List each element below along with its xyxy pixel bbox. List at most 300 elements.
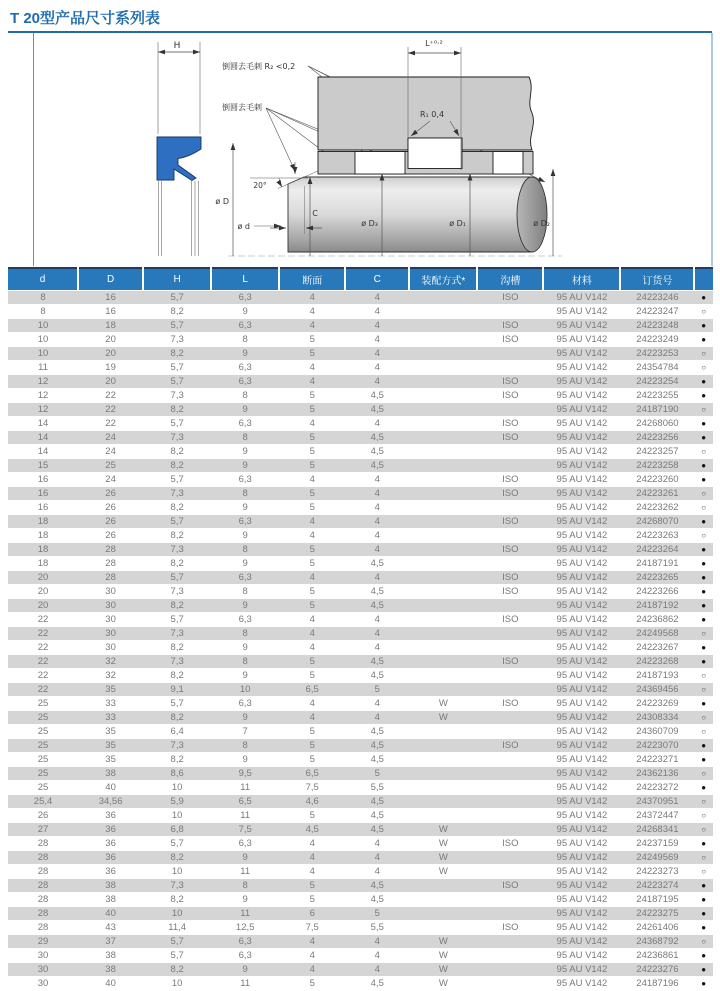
availability-dot: ● <box>694 599 713 613</box>
table-cell: 4 <box>345 347 409 361</box>
table-cell: 24368792 <box>620 935 694 949</box>
table-cell: 9 <box>211 403 279 417</box>
availability-dot: ● <box>694 893 713 907</box>
table-cell: 4 <box>279 515 345 529</box>
table-cell: 95 AU V142 <box>543 907 620 921</box>
table-row <box>8 669 713 683</box>
table-cell <box>409 753 477 767</box>
table-cell <box>477 403 543 417</box>
table-cell: 22 <box>8 683 78 697</box>
size-table <box>8 267 713 991</box>
table-cell: 4,5 <box>345 977 409 991</box>
table-cell: 5 <box>279 459 345 473</box>
table-cell: 38 <box>78 949 143 963</box>
availability-dot: ● <box>694 697 713 711</box>
table-cell: 9 <box>211 963 279 977</box>
table-cell: 20 <box>8 571 78 585</box>
availability-dot: ● <box>694 963 713 977</box>
dia-D3-label: ø D₃ <box>361 219 378 228</box>
table-row <box>8 585 713 599</box>
table-cell: 15 <box>8 459 78 473</box>
table-cell: 6,3 <box>211 515 279 529</box>
table-cell: 5 <box>279 669 345 683</box>
table-cell <box>477 347 543 361</box>
table-cell: 25 <box>8 767 78 781</box>
table-cell <box>477 781 543 795</box>
table-cell: 24223255 <box>620 389 694 403</box>
table-cell: 24362136 <box>620 767 694 781</box>
table-row <box>8 949 713 963</box>
availability-dot: ● <box>694 571 713 585</box>
table-cell: 4,5 <box>345 823 409 837</box>
table-cell <box>409 543 477 557</box>
table-cell: 6,3 <box>211 571 279 585</box>
table-cell <box>477 711 543 725</box>
table-cell: 4 <box>279 361 345 375</box>
table-cell: 95 AU V142 <box>543 683 620 697</box>
table-cell: 8,2 <box>143 403 211 417</box>
table-row <box>8 655 713 669</box>
table-row <box>8 907 713 921</box>
table-cell: 26 <box>78 487 143 501</box>
availability-dot: ○ <box>694 767 713 781</box>
table-row <box>8 935 713 949</box>
table-cell: 43 <box>78 921 143 935</box>
table-cell: 4 <box>345 641 409 655</box>
table-cell: 24223273 <box>620 865 694 879</box>
table-cell: 7,3 <box>143 333 211 347</box>
table-cell: 5,7 <box>143 837 211 851</box>
table-cell: ISO <box>477 417 543 431</box>
table-cell: 24360709 <box>620 725 694 739</box>
table-cell: 5 <box>279 599 345 613</box>
table-cell: 26 <box>78 515 143 529</box>
table-cell: 5 <box>279 557 345 571</box>
table-row <box>8 445 713 459</box>
deburr-r2-note: 倒圆去毛刺 R₂ <0,2 <box>222 62 296 71</box>
table-cell: 5 <box>279 753 345 767</box>
table-cell: 24268060 <box>620 417 694 431</box>
table-row <box>8 683 713 697</box>
table-cell: 5 <box>279 403 345 417</box>
table-cell: 4 <box>279 837 345 851</box>
table-cell: 28 <box>78 571 143 585</box>
availability-dot: ● <box>694 879 713 893</box>
table-cell <box>409 739 477 753</box>
table-cell: 8 <box>211 879 279 893</box>
table-cell: 4,5 <box>345 893 409 907</box>
table-cell: 16 <box>8 501 78 515</box>
table-cell: 95 AU V142 <box>543 977 620 991</box>
table-cell: 4 <box>345 305 409 319</box>
table-row <box>8 473 713 487</box>
table-cell <box>409 403 477 417</box>
table-cell: 4 <box>345 851 409 865</box>
table-cell: 95 AU V142 <box>543 333 620 347</box>
table-row <box>8 361 713 375</box>
availability-dot: ● <box>694 431 713 445</box>
table-cell: 32 <box>78 669 143 683</box>
table-cell: 5,7 <box>143 291 211 305</box>
table-cell: 6 <box>279 907 345 921</box>
table-cell: W <box>409 837 477 851</box>
dia-D1-label: ø D₁ <box>449 219 466 228</box>
table-row <box>8 529 713 543</box>
table-cell: ISO <box>477 487 543 501</box>
table-cell: 7,3 <box>143 543 211 557</box>
table-cell: 5 <box>279 389 345 403</box>
table-cell <box>477 893 543 907</box>
table-cell: 95 AU V142 <box>543 361 620 375</box>
table-cell: 4 <box>279 613 345 627</box>
table-cell: 9 <box>211 851 279 865</box>
table-cell: 24223266 <box>620 585 694 599</box>
table-cell: 6,3 <box>211 949 279 963</box>
table-cell: 5,5 <box>345 781 409 795</box>
table-cell: 4 <box>345 501 409 515</box>
table-cell <box>477 935 543 949</box>
table-cell: 95 AU V142 <box>543 445 620 459</box>
table-cell: 25,4 <box>8 795 78 809</box>
table-cell <box>477 795 543 809</box>
table-cell: 22 <box>78 389 143 403</box>
table-cell: 5,9 <box>143 795 211 809</box>
table-cell: 12,5 <box>211 921 279 935</box>
table-cell: 95 AU V142 <box>543 529 620 543</box>
table-cell: 30 <box>8 963 78 977</box>
table-cell: 24 <box>78 445 143 459</box>
table-cell: 8,2 <box>143 445 211 459</box>
availability-dot: ● <box>694 977 713 991</box>
table-cell: 30 <box>78 599 143 613</box>
table-cell: 4 <box>279 851 345 865</box>
availability-dot: ○ <box>694 529 713 543</box>
availability-dot: ● <box>694 459 713 473</box>
table-cell: 95 AU V142 <box>543 585 620 599</box>
availability-dot: ● <box>694 837 713 851</box>
table-cell: 4 <box>345 627 409 641</box>
table-cell: 8 <box>211 389 279 403</box>
table-cell: 95 AU V142 <box>543 949 620 963</box>
table-cell: 24236861 <box>620 949 694 963</box>
table-cell: 4 <box>345 571 409 585</box>
table-cell: 40 <box>78 781 143 795</box>
table-cell: 4 <box>279 711 345 725</box>
table-cell: 9 <box>211 459 279 473</box>
table-row <box>8 403 713 417</box>
table-cell: 4 <box>345 935 409 949</box>
table-cell: 9 <box>211 347 279 361</box>
table-row <box>8 739 713 753</box>
table-row <box>8 851 713 865</box>
table-cell: 7,3 <box>143 389 211 403</box>
table-cell: 5,7 <box>143 935 211 949</box>
table-cell <box>409 305 477 319</box>
table-cell <box>409 655 477 669</box>
table-cell: 24187192 <box>620 599 694 613</box>
table-cell: 95 AU V142 <box>543 753 620 767</box>
column-header: 断面 <box>279 268 345 291</box>
availability-dot: ● <box>694 515 713 529</box>
table-row <box>8 319 713 333</box>
table-cell: 20 <box>8 585 78 599</box>
table-row <box>8 389 713 403</box>
table-cell: 5,7 <box>143 375 211 389</box>
column-header: 沟槽 <box>477 268 543 291</box>
table-cell: 4 <box>279 641 345 655</box>
table-row <box>8 753 713 767</box>
table-cell: 24223249 <box>620 333 694 347</box>
table-cell: 8,2 <box>143 893 211 907</box>
table-cell: 4 <box>279 949 345 963</box>
table-row <box>8 711 713 725</box>
table-cell: 25 <box>8 711 78 725</box>
dia-D2-label: ø D₂ <box>533 219 550 228</box>
table-cell: 5 <box>279 543 345 557</box>
table-cell <box>409 571 477 585</box>
table-cell: 18 <box>8 515 78 529</box>
table-cell: 35 <box>78 739 143 753</box>
table-cell: 7,3 <box>143 487 211 501</box>
table-cell: 4 <box>345 529 409 543</box>
table-cell: 95 AU V142 <box>543 571 620 585</box>
table-cell: 24223070 <box>620 739 694 753</box>
table-row <box>8 837 713 851</box>
table-cell: 4 <box>345 949 409 963</box>
availability-dot: ○ <box>694 851 713 865</box>
table-cell: W <box>409 865 477 879</box>
table-cell: 5 <box>279 655 345 669</box>
table-cell: 4 <box>345 375 409 389</box>
table-cell: 95 AU V142 <box>543 641 620 655</box>
dim-L-label: L⁺⁰·² <box>425 39 443 48</box>
table-cell: 30 <box>78 641 143 655</box>
table-cell: 24369456 <box>620 683 694 697</box>
table-cell: 24223262 <box>620 501 694 515</box>
table-cell: 24308334 <box>620 711 694 725</box>
table-cell: 95 AU V142 <box>543 893 620 907</box>
table-cell: 38 <box>78 893 143 907</box>
table-cell <box>477 977 543 991</box>
table-cell: ISO <box>477 319 543 333</box>
availability-dot: ○ <box>694 361 713 375</box>
table-cell: 95 AU V142 <box>543 809 620 823</box>
table-cell: 4 <box>345 291 409 305</box>
table-header <box>8 268 713 291</box>
availability-dot: ○ <box>694 711 713 725</box>
availability-dot: ○ <box>694 445 713 459</box>
table-cell: 4 <box>345 711 409 725</box>
table-cell: 10 <box>8 319 78 333</box>
table-cell: 4 <box>279 529 345 543</box>
table-cell: 24187196 <box>620 977 694 991</box>
page-title: T 20型产品尺寸系列表 <box>10 10 161 27</box>
table-cell: 25 <box>78 459 143 473</box>
table-cell: 8,2 <box>143 963 211 977</box>
table-cell: 95 AU V142 <box>543 305 620 319</box>
table-cell: 10 <box>143 865 211 879</box>
table-cell: 8,2 <box>143 753 211 767</box>
table-cell <box>477 557 543 571</box>
table-cell: 8,2 <box>143 599 211 613</box>
table-cell: 38 <box>78 963 143 977</box>
table-cell: 28 <box>78 557 143 571</box>
table-cell: W <box>409 697 477 711</box>
table-cell: 5,7 <box>143 319 211 333</box>
table-cell: 6,3 <box>211 473 279 487</box>
table-cell <box>409 669 477 683</box>
table-cell: 6,3 <box>211 291 279 305</box>
rod-end-cap <box>517 177 547 252</box>
table-cell <box>477 361 543 375</box>
table-cell: 8 <box>8 291 78 305</box>
deburr-note: 倒圆去毛刺 <box>222 103 262 112</box>
table-cell: 4,6 <box>279 795 345 809</box>
housing-section <box>318 39 533 174</box>
table-cell: 5,7 <box>143 515 211 529</box>
table-cell: 6,3 <box>211 417 279 431</box>
table-cell: 24268341 <box>620 823 694 837</box>
table-cell: 28 <box>8 851 78 865</box>
table-cell: 4,5 <box>345 459 409 473</box>
table-cell: 4 <box>345 361 409 375</box>
table-cell: 7,5 <box>211 823 279 837</box>
table-cell: 36 <box>78 823 143 837</box>
table-cell: 24223248 <box>620 319 694 333</box>
table-cell: 95 AU V142 <box>543 711 620 725</box>
table-cell: 8,2 <box>143 557 211 571</box>
availability-dot: ○ <box>694 795 713 809</box>
table-cell: 24187195 <box>620 893 694 907</box>
table-cell: 16 <box>8 487 78 501</box>
table-cell: 9 <box>211 669 279 683</box>
table-cell: 4 <box>279 473 345 487</box>
table-cell: 4,5 <box>345 879 409 893</box>
table-cell: 7,3 <box>143 627 211 641</box>
table-cell: 6,5 <box>279 767 345 781</box>
bore-window-right <box>493 152 523 175</box>
table-cell: 95 AU V142 <box>543 627 620 641</box>
dia-D-label: ø D <box>215 197 229 206</box>
table-cell: 20 <box>78 333 143 347</box>
table-cell: 11 <box>211 907 279 921</box>
table-cell: 95 AU V142 <box>543 417 620 431</box>
table-cell: 28 <box>8 865 78 879</box>
table-cell: 16 <box>78 291 143 305</box>
table-cell: 36 <box>78 809 143 823</box>
table-cell: 24187191 <box>620 557 694 571</box>
table-cell: ISO <box>477 431 543 445</box>
table-cell: 4 <box>279 935 345 949</box>
table-row <box>8 543 713 557</box>
table-row <box>8 823 713 837</box>
availability-dot: ○ <box>694 809 713 823</box>
table-cell: 10 <box>143 809 211 823</box>
table-cell: 95 AU V142 <box>543 487 620 501</box>
table-cell: 11,4 <box>143 921 211 935</box>
table-cell: 34,56 <box>78 795 143 809</box>
table-cell: 95 AU V142 <box>543 921 620 935</box>
table-cell: ISO <box>477 837 543 851</box>
table-cell <box>409 683 477 697</box>
table-cell: 95 AU V142 <box>543 431 620 445</box>
table-cell: 24223268 <box>620 655 694 669</box>
availability-dot: ● <box>694 739 713 753</box>
table-cell: 36 <box>78 837 143 851</box>
table-cell: 25 <box>8 753 78 767</box>
table-cell: 7,3 <box>143 585 211 599</box>
table-cell: ISO <box>477 585 543 599</box>
table-cell: 6,5 <box>279 683 345 697</box>
table-row <box>8 865 713 879</box>
table-cell <box>409 333 477 347</box>
table-cell: 24223258 <box>620 459 694 473</box>
availability-dot: ○ <box>694 501 713 515</box>
table-cell <box>477 907 543 921</box>
table-cell <box>409 921 477 935</box>
table-cell: 33 <box>78 711 143 725</box>
table-cell: 37 <box>78 935 143 949</box>
table-cell <box>477 809 543 823</box>
table-cell: 18 <box>78 319 143 333</box>
table-cell <box>477 669 543 683</box>
table-cell: 40 <box>78 907 143 921</box>
table-cell: 24223271 <box>620 753 694 767</box>
table-cell: 5,7 <box>143 949 211 963</box>
table-cell: 4 <box>345 543 409 557</box>
table-cell: 27 <box>8 823 78 837</box>
table-cell: 8,2 <box>143 305 211 319</box>
table-cell: 95 AU V142 <box>543 291 620 305</box>
table-cell: 5,7 <box>143 361 211 375</box>
table-cell <box>409 459 477 473</box>
table-cell: 5 <box>279 445 345 459</box>
table-row <box>8 767 713 781</box>
seal-section <box>157 41 201 256</box>
bore-window-left <box>355 152 405 175</box>
availability-dot: ○ <box>694 935 713 949</box>
table-cell: 4,5 <box>345 739 409 753</box>
table-cell <box>409 501 477 515</box>
table-cell: 11 <box>8 361 78 375</box>
table-cell <box>409 417 477 431</box>
table-cell: 30 <box>78 627 143 641</box>
table-cell: 11 <box>211 977 279 991</box>
table-cell: 10 <box>143 907 211 921</box>
table-cell: W <box>409 949 477 963</box>
table-cell: W <box>409 963 477 977</box>
table-row <box>8 627 713 641</box>
table-cell: ISO <box>477 571 543 585</box>
seal-groove <box>408 138 462 169</box>
table-row <box>8 515 713 529</box>
table-cell: 4,5 <box>345 725 409 739</box>
table-cell <box>409 361 477 375</box>
table-cell: 5 <box>279 431 345 445</box>
table-cell <box>409 893 477 907</box>
table-cell <box>409 375 477 389</box>
table-cell: 4 <box>279 963 345 977</box>
table-row <box>8 291 713 305</box>
table-cell: 5,7 <box>143 473 211 487</box>
table-cell <box>477 445 543 459</box>
table-cell: 30 <box>78 585 143 599</box>
table-cell: 95 AU V142 <box>543 725 620 739</box>
table-cell: 95 AU V142 <box>543 781 620 795</box>
table-cell: 4 <box>279 865 345 879</box>
table-cell: 4 <box>279 697 345 711</box>
table-cell: 4 <box>345 697 409 711</box>
